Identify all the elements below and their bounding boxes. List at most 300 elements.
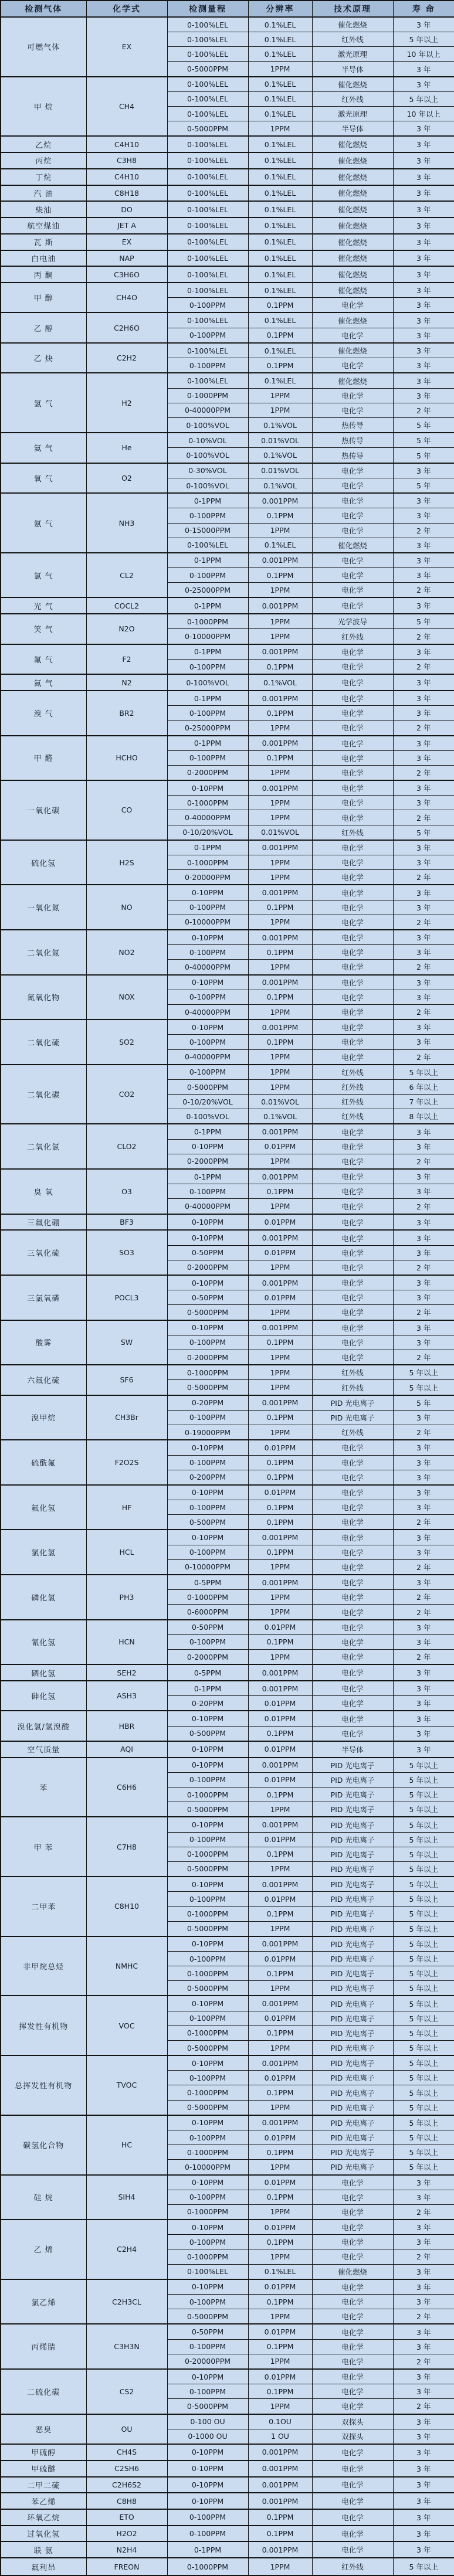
lifespan-cell: 3 年	[393, 1500, 454, 1515]
table-row	[1, 1996, 454, 2011]
lifespan-cell: 2 年	[393, 1649, 454, 1664]
lifespan-cell: 3 年	[393, 358, 454, 373]
principle-cell: PID 光电离子	[312, 1817, 393, 1832]
formula-cell: SW	[86, 1320, 167, 1365]
range-cell: 0-200PPM	[167, 1470, 248, 1485]
range-cell: 0-10PPM	[167, 2175, 248, 2190]
table-row	[1, 433, 454, 448]
lifespan-cell: 3 年	[393, 1440, 454, 1455]
range-cell: 0-50PPM	[167, 1620, 248, 1635]
principle-cell: PID 光电离子	[312, 1906, 393, 1921]
principle-cell: 催化燃烧	[312, 373, 393, 388]
lifespan-cell: 3 年	[393, 2175, 454, 2190]
resolution-cell: 0.001PPM	[248, 885, 312, 900]
range-cell: 0-10PPM	[167, 2220, 248, 2235]
resolution-cell: 0.01PPM	[248, 2220, 312, 2235]
principle-cell: 电化学	[312, 2477, 393, 2493]
resolution-cell: 1PPM	[248, 855, 312, 870]
lifespan-cell: 5 年以上	[393, 1996, 454, 2011]
range-cell: 0-100%LEL	[167, 250, 248, 267]
range-cell: 0-100%VOL	[167, 674, 248, 691]
gas-name-cell: 二氧化碳	[1, 1065, 86, 1124]
table-row	[1, 1758, 454, 1773]
principle-cell: 电化学	[312, 403, 393, 417]
formula-cell: ASH3	[86, 1681, 167, 1711]
principle-cell: 电化学	[312, 298, 393, 313]
resolution-cell: 0.1PPM	[248, 1035, 312, 1049]
gas-name-cell: 非甲烷总烃	[1, 1936, 86, 1996]
lifespan-cell: 3 年	[393, 77, 454, 92]
gas-name-cell: 甲 醇	[1, 283, 86, 313]
lifespan-cell: 3 年	[393, 250, 454, 267]
range-cell: 0-50PPM	[167, 2324, 248, 2339]
table-row	[1, 2369, 454, 2384]
lifespan-cell: 5 年以上	[393, 2100, 454, 2115]
range-cell: 0-10PPM	[167, 1275, 248, 1290]
range-cell: 0-10PPM	[167, 1214, 248, 1231]
principle-cell: 电化学	[312, 2339, 393, 2354]
lifespan-cell: 3 年	[393, 706, 454, 721]
formula-cell: C4H10	[86, 169, 167, 185]
lifespan-cell: 3 年	[393, 152, 454, 169]
principle-cell: 电化学	[312, 328, 393, 343]
resolution-cell: 0.01%VOL	[248, 1095, 312, 1109]
range-cell: 0-1000PPM	[167, 1847, 248, 1861]
lifespan-cell: 5 年以上	[393, 1952, 454, 1966]
table-row	[1, 2115, 454, 2130]
resolution-cell: 0.001PPM	[248, 1124, 312, 1139]
table-row	[1, 1664, 454, 1681]
principle-cell: PID 光电离子	[312, 1772, 393, 1787]
principle-cell: PID 光电离子	[312, 1952, 393, 1966]
principle-cell: 红外线	[312, 1080, 393, 1095]
formula-cell: CH4O	[86, 283, 167, 313]
range-cell: 0-100%LEL	[167, 107, 248, 121]
range-cell: 0-5000PPM	[167, 121, 248, 137]
resolution-cell: 0.1%LEL	[248, 136, 312, 152]
formula-cell: SEH2	[86, 1664, 167, 1681]
principle-cell: 电化学	[312, 1019, 393, 1035]
table-row	[1, 1711, 454, 1726]
resolution-cell: 0.001PPM	[248, 553, 312, 568]
principle-cell: 电化学	[312, 1245, 393, 1260]
lifespan-cell: 3 年	[393, 1575, 454, 1590]
resolution-cell: 1PPM	[248, 1365, 312, 1380]
principle-cell: 电化学	[312, 1035, 393, 1049]
range-cell: 0-1000PPM	[167, 2085, 248, 2100]
principle-cell: PID 光电离子	[312, 1787, 393, 1802]
principle-cell: 电化学	[312, 1500, 393, 1515]
lifespan-cell: 3 年	[393, 1741, 454, 1758]
range-cell: 0-100PPM	[167, 328, 248, 343]
resolution-cell: 0.1PPM	[248, 2026, 312, 2040]
header-principle: 技术原理	[312, 1, 393, 17]
lifespan-cell: 5 年	[393, 478, 454, 493]
lifespan-cell: 3 年	[393, 201, 454, 218]
range-cell: 0-25000PPM	[167, 721, 248, 736]
lifespan-cell: 3 年	[393, 2477, 454, 2493]
principle-cell: PID 光电离子	[312, 2115, 393, 2130]
gas-name-cell: 氨 气	[1, 493, 86, 553]
principle-cell: PID 光电离子	[312, 2071, 393, 2085]
lifespan-cell: 5 年	[393, 1395, 454, 1411]
principle-cell: 电化学	[312, 706, 393, 721]
resolution-cell: 1PPM	[248, 870, 312, 885]
resolution-cell: 0.1PPM	[248, 568, 312, 583]
resolution-cell: 0.001PPM	[248, 691, 312, 706]
table-row	[1, 1065, 454, 1080]
principle-cell: 红外线	[312, 32, 393, 47]
resolution-cell: 1PPM	[248, 403, 312, 417]
lifespan-cell: 3 年	[393, 1711, 454, 1726]
range-cell: 0-2000PPM	[167, 1260, 248, 1275]
resolution-cell: 0.1%LEL	[248, 185, 312, 202]
formula-cell: OU	[86, 2414, 167, 2445]
principle-cell: 电化学	[312, 1305, 393, 1320]
gas-name-cell: 空气质量	[1, 1741, 86, 1758]
principle-cell: 电化学	[312, 1649, 393, 1664]
resolution-cell: 1PPM	[248, 629, 312, 644]
gas-name-cell: 酸雾	[1, 1320, 86, 1365]
lifespan-cell: 2 年	[393, 629, 454, 644]
lifespan-cell: 5 年以上	[393, 1936, 454, 1952]
principle-cell: 电化学	[312, 2399, 393, 2414]
resolution-cell: 0.1PPM	[248, 1634, 312, 1649]
formula-cell: ETO	[86, 2509, 167, 2526]
gas-name-cell: 氟化氢	[1, 1485, 86, 1530]
resolution-cell: 0.001PPM	[248, 1230, 312, 1245]
range-cell: 0-500PPM	[167, 1515, 248, 1530]
principle-cell: 电化学	[312, 1545, 393, 1559]
lifespan-cell: 2 年	[393, 1515, 454, 1530]
resolution-cell: 0.001PPM	[248, 2541, 312, 2558]
lifespan-cell: 3 年	[393, 2279, 454, 2295]
resolution-cell: 1PPM	[248, 614, 312, 629]
range-cell: 0-1000PPM	[167, 2558, 248, 2575]
lifespan-cell: 2 年	[393, 1049, 454, 1065]
principle-cell: 红外线	[312, 1365, 393, 1380]
resolution-cell: 0.001PPM	[248, 2055, 312, 2071]
principle-cell: 电化学	[312, 840, 393, 855]
principle-cell: 电化学	[312, 358, 393, 373]
range-cell: 0-10PPM	[167, 2493, 248, 2509]
gas-name-cell: 甲 苯	[1, 1817, 86, 1877]
gas-name-cell: 甲 醛	[1, 736, 86, 781]
range-cell: 0-100PPM	[167, 2011, 248, 2026]
lifespan-cell: 3 年	[393, 1035, 454, 1049]
resolution-cell: 0.1%LEL	[248, 266, 312, 283]
gas-name-cell: 溴化氢/氢溴酸	[1, 1711, 86, 1741]
resolution-cell: 0.001PPM	[248, 644, 312, 660]
lifespan-cell: 3 年	[393, 900, 454, 915]
range-cell: 0-100PPM	[167, 2190, 248, 2204]
lifespan-cell: 3 年	[393, 373, 454, 388]
range-cell: 0-10%VOL	[167, 433, 248, 448]
lifespan-cell: 5 年以上	[393, 2071, 454, 2085]
range-cell: 0-100%LEL	[167, 538, 248, 553]
resolution-cell: 1PPM	[248, 1649, 312, 1664]
resolution-cell: 0.1%LEL	[248, 312, 312, 328]
formula-cell: C8H8	[86, 2493, 167, 2509]
range-cell: 0-100PPM	[167, 945, 248, 960]
range-cell: 0-40000PPM	[167, 1004, 248, 1019]
range-cell: 0-100PPM	[167, 659, 248, 674]
formula-cell: BF3	[86, 1214, 167, 1231]
lifespan-cell: 5 年以上	[393, 1847, 454, 1861]
formula-cell: N2	[86, 674, 167, 691]
principle-cell: 电化学	[312, 796, 393, 810]
lifespan-cell: 3 年	[393, 1139, 454, 1154]
gas-name-cell: 航空煤油	[1, 218, 86, 234]
lifespan-cell: 3 年	[393, 1230, 454, 1245]
resolution-cell: 0.01PPM	[248, 1139, 312, 1154]
principle-cell: 催化燃烧	[312, 77, 393, 92]
lifespan-cell: 3 年	[393, 1470, 454, 1485]
principle-cell: 电化学	[312, 1049, 393, 1065]
resolution-cell: 1PPM	[248, 2558, 312, 2575]
lifespan-cell: 2 年	[393, 870, 454, 885]
gas-name-cell: 二氧化硫	[1, 1019, 86, 1065]
resolution-cell: 1PPM	[248, 2399, 312, 2414]
resolution-cell: 0.1%LEL	[248, 218, 312, 234]
gas-name-cell: 白电油	[1, 250, 86, 267]
range-cell: 0-5000PPM	[167, 1981, 248, 1996]
gas-name-cell: 二硫化碳	[1, 2369, 86, 2414]
gas-name-cell: 氦 气	[1, 433, 86, 463]
range-cell: 0-5000PPM	[167, 1921, 248, 1936]
resolution-cell: 0.1PPM	[248, 750, 312, 765]
principle-cell: PID 光电离子	[312, 1877, 393, 1892]
formula-cell: COCL2	[86, 597, 167, 614]
principle-cell: 半导体	[312, 121, 393, 137]
formula-cell: BR2	[86, 691, 167, 736]
range-cell: 0-2000PPM	[167, 1649, 248, 1664]
lifespan-cell: 3 年	[393, 1169, 454, 1184]
formula-cell: PH3	[86, 1575, 167, 1620]
formula-cell: DO	[86, 201, 167, 218]
resolution-cell: 0.001PPM	[248, 2461, 312, 2477]
resolution-cell: 0.001PPM	[248, 1681, 312, 1696]
range-cell: 0-10PPM	[167, 1758, 248, 1773]
principle-cell: PID 光电离子	[312, 1758, 393, 1773]
lifespan-cell: 3 年	[393, 185, 454, 202]
principle-cell: 电化学	[312, 765, 393, 780]
principle-cell: 热传导	[312, 448, 393, 463]
range-cell: 0-5PPM	[167, 1575, 248, 1590]
range-cell: 0-1PPM	[167, 691, 248, 706]
lifespan-cell: 5 年以上	[393, 2160, 454, 2175]
gas-name-cell: 丙烷	[1, 152, 86, 169]
lifespan-cell: 5 年以上	[393, 2145, 454, 2160]
gas-name-cell: 溴甲烷	[1, 1395, 86, 1440]
lifespan-cell: 3 年	[393, 298, 454, 313]
gas-name-cell: 六氟化硫	[1, 1365, 86, 1395]
range-cell: 0-1000 OU	[167, 2429, 248, 2444]
lifespan-cell: 5 年	[393, 448, 454, 463]
lifespan-cell: 2 年	[393, 523, 454, 538]
principle-cell: 电化学	[312, 1696, 393, 1711]
gas-name-cell: 总挥发性有机物	[1, 2055, 86, 2115]
resolution-cell: 0.01PPM	[248, 1892, 312, 1906]
principle-cell: 红外线	[312, 1065, 393, 1080]
lifespan-cell: 3 年	[393, 218, 454, 234]
resolution-cell: 0.1PPM	[248, 1906, 312, 1921]
table-row	[1, 77, 454, 92]
range-cell: 0-2000PPM	[167, 1350, 248, 1365]
table-row	[1, 1320, 454, 1335]
range-cell: 0-100PPM	[167, 1500, 248, 1515]
resolution-cell: 0.01PPM	[248, 1245, 312, 1260]
resolution-cell: 0.1PPM	[248, 1787, 312, 1802]
principle-cell: 电化学	[312, 2493, 393, 2509]
resolution-cell: 0.001PPM	[248, 1530, 312, 1545]
lifespan-cell: 7 年以上	[393, 1095, 454, 1109]
lifespan-cell: 3 年	[393, 1530, 454, 1545]
principle-cell: 电化学	[312, 2461, 393, 2477]
principle-cell: 电化学	[312, 1605, 393, 1620]
resolution-cell: 0.01PPM	[248, 1952, 312, 1966]
range-cell: 0-1PPM	[167, 493, 248, 508]
gas-name-cell: 溴 气	[1, 691, 86, 736]
lifespan-cell: 3 年	[393, 750, 454, 765]
range-cell: 0-5000PPM	[167, 1080, 248, 1095]
table-row	[1, 1365, 454, 1380]
resolution-cell: 0.001PPM	[248, 1169, 312, 1184]
gas-name-cell: 可燃气体	[1, 17, 86, 77]
resolution-cell: 1PPM	[248, 1425, 312, 1440]
resolution-cell: 0.01PPM	[248, 1772, 312, 1787]
range-cell: 0-100PPM	[167, 1832, 248, 1847]
gas-name-cell: 乙 炔	[1, 343, 86, 373]
formula-cell: EX	[86, 17, 167, 77]
resolution-cell: 0.1PPM	[248, 1500, 312, 1515]
lifespan-cell: 3 年	[393, 1545, 454, 1559]
resolution-cell: 0.1%VOL	[248, 417, 312, 433]
gas-name-cell: 氯乙烯	[1, 2279, 86, 2324]
principle-cell: 双探头	[312, 2414, 393, 2429]
header-lifespan: 寿 命	[393, 1, 454, 17]
principle-cell: 电化学	[312, 1575, 393, 1590]
principle-cell: 电化学	[312, 975, 393, 990]
range-cell: 0-100PPM	[167, 990, 248, 1004]
resolution-cell: 0.1PPM	[248, 1726, 312, 1741]
range-cell: 0-10/20%VOL	[167, 825, 248, 840]
resolution-cell: 0.001PPM	[248, 930, 312, 945]
lifespan-cell: 3 年	[393, 1726, 454, 1741]
principle-cell: 电化学	[312, 478, 393, 493]
lifespan-cell: 3 年	[393, 1485, 454, 1500]
principle-cell: 电化学	[312, 2526, 393, 2542]
lifespan-cell: 8 年以上	[393, 1109, 454, 1124]
formula-cell: NH3	[86, 493, 167, 553]
lifespan-cell: 2 年	[393, 583, 454, 598]
principle-cell: 红外线	[312, 2558, 393, 2575]
lifespan-cell: 3 年	[393, 553, 454, 568]
resolution-cell: 0.1PPM	[248, 706, 312, 721]
gas-name-cell: 丙 酮	[1, 266, 86, 283]
principle-cell: 催化燃烧	[312, 312, 393, 328]
formula-cell: H2	[86, 373, 167, 433]
principle-cell: 电化学	[312, 721, 393, 736]
principle-cell: 电化学	[312, 1214, 393, 1231]
principle-cell: 电化学	[312, 1320, 393, 1335]
lifespan-cell: 5 年以上	[393, 1802, 454, 1817]
formula-cell: NO	[86, 885, 167, 930]
lifespan-cell: 2 年	[393, 810, 454, 825]
table-row	[1, 2558, 454, 2575]
range-cell: 0-10PPM	[167, 2279, 248, 2295]
range-cell: 0-1000PPM	[167, 1966, 248, 1981]
range-cell: 0-100PPM	[167, 2235, 248, 2249]
table-row	[1, 463, 454, 478]
resolution-cell: 1PPM	[248, 1981, 312, 1996]
resolution-cell: 0.1PPM	[248, 328, 312, 343]
range-cell: 0-20PPM	[167, 1395, 248, 1411]
resolution-cell: 0.1PPM	[248, 900, 312, 915]
range-cell: 0-100%LEL	[167, 152, 248, 169]
resolution-cell: 1PPM	[248, 2160, 312, 2175]
resolution-cell: 1PPM	[248, 1065, 312, 1080]
gas-name-cell: 碳氢化合物	[1, 2115, 86, 2175]
gas-name-cell: 氮氧化物	[1, 975, 86, 1020]
principle-cell: 电化学	[312, 2175, 393, 2190]
range-cell: 0-100%LEL	[167, 283, 248, 298]
principle-cell: 电化学	[312, 388, 393, 403]
principle-cell: 电化学	[312, 1230, 393, 1245]
lifespan-cell: 2 年	[393, 2309, 454, 2324]
range-cell: 0-5000PPM	[167, 1861, 248, 1877]
lifespan-cell: 2 年	[393, 765, 454, 780]
resolution-cell: 0.01PPM	[248, 2175, 312, 2190]
lifespan-cell: 3 年	[393, 2493, 454, 2509]
resolution-cell: 0.01%VOL	[248, 463, 312, 478]
resolution-cell: 0.01PPM	[248, 2130, 312, 2145]
principle-cell: 电化学	[312, 1260, 393, 1275]
resolution-cell: 0.1%LEL	[248, 32, 312, 47]
gas-name-cell: 二氧化氮	[1, 930, 86, 975]
lifespan-cell: 5 年以上	[393, 1065, 454, 1080]
range-cell: 0-100%LEL	[167, 234, 248, 250]
formula-cell: TVOC	[86, 2055, 167, 2115]
formula-cell: C4H10	[86, 136, 167, 152]
principle-cell: 催化燃烧	[312, 136, 393, 152]
range-cell: 0-100%LEL	[167, 201, 248, 218]
lifespan-cell: 3 年	[393, 328, 454, 343]
lifespan-cell: 5 年以上	[393, 2011, 454, 2026]
lifespan-cell: 5 年以上	[393, 1921, 454, 1936]
range-cell: 0-100 OU	[167, 2414, 248, 2429]
range-cell: 0-10PPM	[167, 1019, 248, 1035]
lifespan-cell: 3 年	[393, 1124, 454, 1139]
range-cell: 0-1PPM	[167, 1169, 248, 1184]
range-cell: 0-100PPM	[167, 2130, 248, 2145]
principle-cell: 电化学	[312, 583, 393, 598]
range-cell: 0-5000PPM	[167, 2399, 248, 2414]
principle-cell: PID 光电离子	[312, 2160, 393, 2175]
principle-cell: PID 光电离子	[312, 2055, 393, 2071]
range-cell: 0-10PPM	[167, 1530, 248, 1545]
lifespan-cell: 3 年	[393, 2369, 454, 2384]
principle-cell: 催化燃烧	[312, 266, 393, 283]
lifespan-cell: 3 年	[393, 691, 454, 706]
resolution-cell: 0.001PPM	[248, 1575, 312, 1590]
formula-cell: HBR	[86, 1711, 167, 1741]
principle-cell: 催化燃烧	[312, 17, 393, 32]
resolution-cell: 0.1PPM	[248, 2235, 312, 2249]
lifespan-cell: 2 年	[393, 2249, 454, 2264]
principle-cell: 电化学	[312, 2295, 393, 2309]
resolution-cell: 0.1PPM	[248, 1847, 312, 1861]
